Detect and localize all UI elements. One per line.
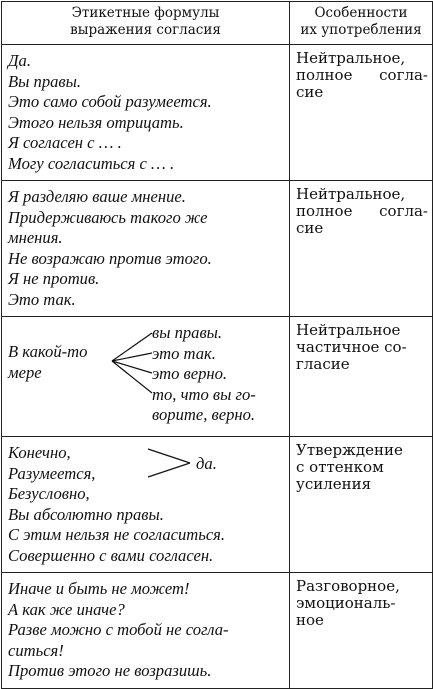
header-usage: Особенности их употребления	[290, 2, 433, 45]
usage-cell: Нейтральное, полное согла- сие	[290, 181, 433, 317]
usage-cell: Нейтральное частичное со- гласие	[290, 317, 433, 437]
table-row	[2, 317, 433, 437]
branching-phrase: В какой-то мере вы правы. это так. это верно. то, что вы го- ворите, верно.	[8, 323, 283, 430]
header-formulas: Этикетные формулы выражения согласия	[2, 2, 290, 45]
merge-arrows	[8, 443, 198, 505]
header-row	[2, 2, 433, 45]
formulas-cell: Иначе и быть не может! А как же иначе? Разве можно с тобой не согла- ситься! Против этого не возразишь.	[2, 573, 290, 689]
table-row	[2, 181, 433, 317]
formulas-cell: Я разделяю ваше мнение. Придерживаюсь такого же мнения. Не возражаю против этого. Я не против. Это так.	[2, 181, 290, 317]
grouped-phrase: да. Конечно, Разумеется, Безусловно,	[8, 443, 217, 503]
agreement-formulas-table	[1, 1, 433, 689]
usage-cell: Утверждение с оттенком усиления	[290, 437, 433, 573]
usage-cell: Нейтральное, полное согла- сие	[290, 45, 433, 181]
usage-cell: Разговорное, эмоциональ- ное	[290, 573, 433, 689]
table-row	[2, 45, 433, 181]
formulas-cell: Да. Вы правы. Это само собой разумеется. Этого нельзя отрицать. Я согласен с … . Могу согласиться с … .	[2, 45, 290, 181]
table-row	[2, 437, 433, 573]
formulas-cell	[2, 317, 290, 437]
formulas-cell: да. Конечно, Разумеется, Безусловно, Вы абсолютно правы. С этим нельзя не согласиться. Совершенно с вами согласен.	[2, 437, 290, 573]
table-row	[2, 573, 433, 689]
